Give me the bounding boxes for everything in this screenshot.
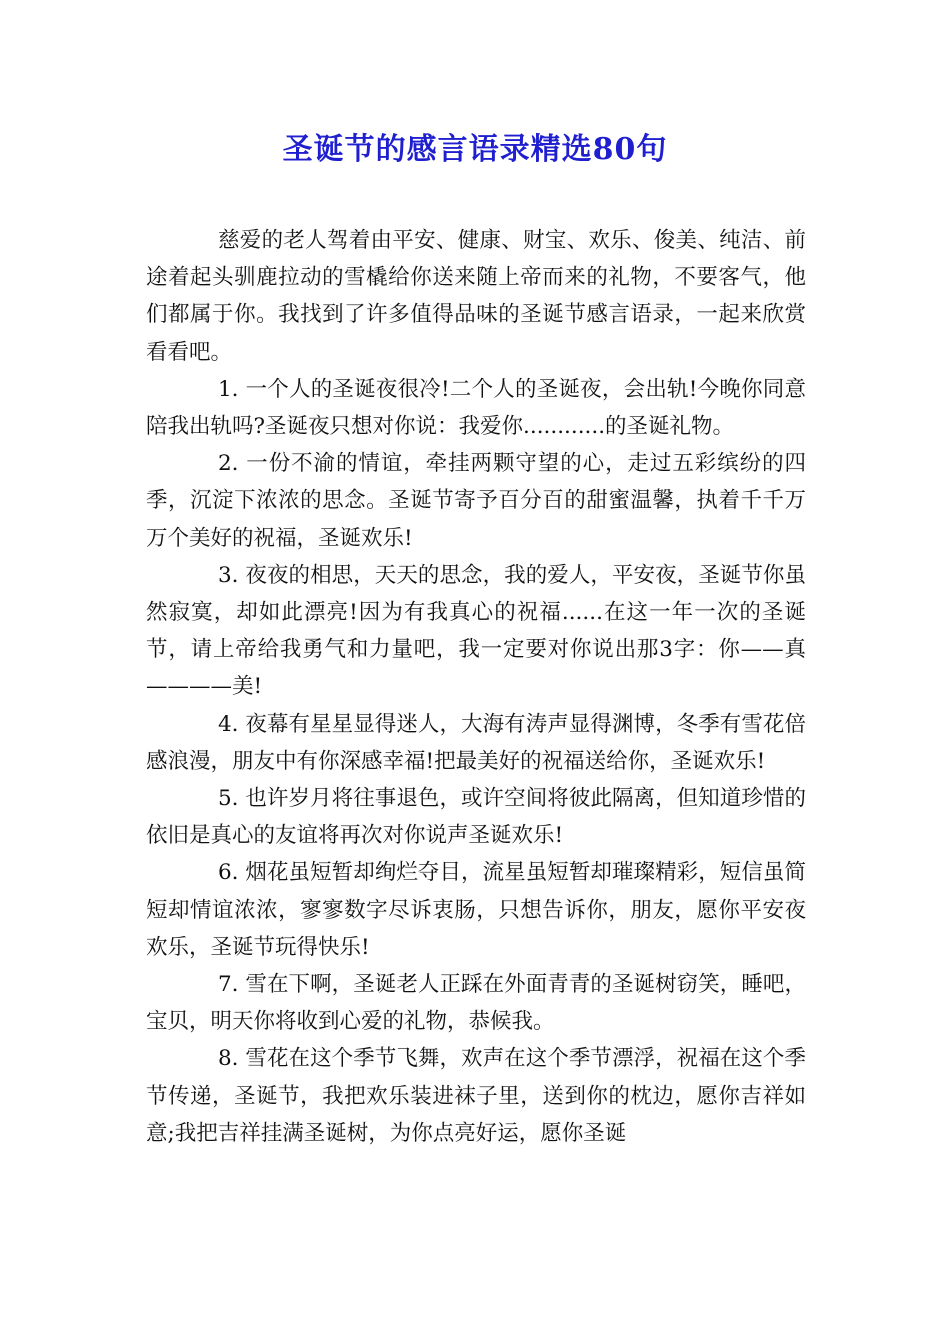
quote-paragraph-5: 5. 也许岁月将往事退色，或许空间将彼此隔离，但知道珍惜的依旧是真心的友谊将再次对你说声圣诞欢乐! bbox=[146, 786, 806, 849]
quote-paragraph-4: 4. 夜幕有星星显得迷人，大海有涛声显得渊博，冬季有雪花倍感浪漫，朋友中有你深感幸福!把最美好的祝福送给你，圣诞欢乐! bbox=[146, 711, 806, 774]
quote-paragraph-6: 6. 烟花虽短暂却绚烂夺目，流星虽短暂却璀璨精彩，短信虽简短却情谊浓浓，寥寥数字尽诉衷肠，只想告诉你，朋友，愿你平安夜欢乐，圣诞节玩得快乐! bbox=[146, 860, 806, 960]
quote-paragraph-8: 8. 雪花在这个季节飞舞，欢声在这个季节漂浮，祝福在这个季节传递，圣诞节，我把欢乐装进袜子里，送到你的枕边，愿你吉祥如意;我把吉祥挂满圣诞树，为你点亮好运，愿你圣诞 bbox=[146, 1046, 806, 1146]
quote-paragraph-7: 7. 雪在下啊，圣诞老人正踩在外面青青的圣诞树窃笑，睡吧，宝贝，明天你将收到心爱的礼物，恭候我。 bbox=[146, 972, 806, 1035]
quote-paragraph-2: 2. 一份不渝的情谊，牵挂两颗守望的心，走过五彩缤纷的四季，沉淀下浓浓的思念。圣诞节寄予百分百的甜蜜温馨，执着千千万万个美好的祝福，圣诞欢乐! bbox=[146, 451, 806, 551]
quote-paragraph-3: 3. 夜夜的相思，天天的思念，我的爱人，平安夜，圣诞节你虽然寂寞，却如此漂亮!因为有我真心的祝福......在这一年一次的圣诞节，请上帝给我勇气和力量吧，我一定要对你说出那3字：你——真————美! bbox=[146, 562, 806, 700]
quote-paragraph-1: 1. 一个人的圣诞夜很冷!二个人的圣诞夜，会出轨!今晚你同意陪我出轨吗?圣诞夜只想对你说：我爱你............的圣诞礼物。 bbox=[146, 376, 806, 440]
intro-paragraph: 慈爱的老人驾着由平安、健康、财宝、欢乐、俊美、纯洁、前途着起头驯鹿拉动的雪橇给你送来随上帝而来的礼物，不要客气，他们都属于你。我找到了许多值得品味的圣诞节感言语录，一起来欣赏看看吧。 bbox=[146, 228, 806, 365]
document-title: 圣诞节的感言语录精选80句 bbox=[282, 132, 668, 167]
document-body bbox=[146, 222, 806, 1152]
